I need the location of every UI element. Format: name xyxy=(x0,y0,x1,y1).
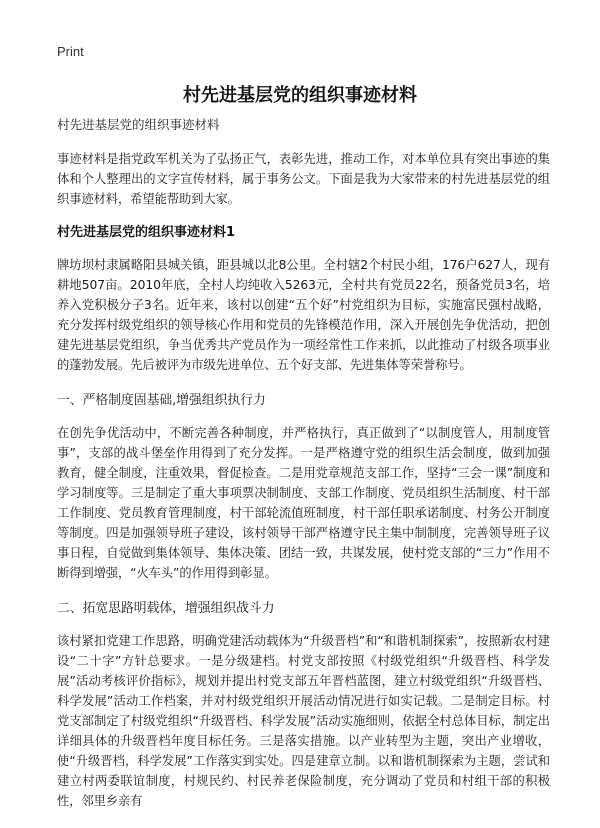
section-body-2: 该村紧扣党建工作思路，明确党建活动载体为“升级晋档”和“和谐机制探索”，按照新农村建设“二十字”方针总要求。一是分级建档。村党支部按照《村级党组织“升级晋档、科学发展”活动考核评价指标》，规划并提出村党支部五年晋档蓝图，建立村级党组织“升级晋档、科学发展”活动工作档案，并对村级党组织开展活动情况进行如实记载。二是制定目标。村党支部制定了村级党组织“升级晋档、科学发展”活动实施细则，依据全村总体目标，制定出详细具体的升级晋档年度目标任务。三是落实措施。以产业转型为主题，突出产业增收，使“升级晋档，科学发展”工作落实到实处。四是建章立制。以和谐机制探索为主题，尝试和建立村两委联谊制度，村规民约、村民养老保险制度，充分调动了党员和村组干部的积极性，邻里乡亲有 xyxy=(57,634,550,808)
article-intro-paragraph: 牌坊坝村隶属略阳县城关镇，距县城以北8公里。全村辖2个村民小组，176户627人，现有耕地507亩。2010年底，全村人均纯收入5263元，全村共有党员22名，预备党员3名，培养入党积极分子3名。近年来，该村以创建“五个好”村党组织为目标，实施富民强村战略，充分发挥村级党组织的领导核心作用和党员的先锋模范作用，深入开展创先争优活动，把创建先进基层党组织，争当优秀共产党员作为一项经常性工作来抓，以此推动了村级各项事业的蓬勃发展。先后被评为市级先进单位、五个好支部、先进集体等荣誉称号。 xyxy=(57,258,550,372)
print-link[interactable]: Print xyxy=(57,44,84,59)
intro-paragraph: 事迹材料是指党政军机关为了弘扬正气，表彰先进，推动工作，对本单位具有突出事迹的集体和个人整理出的文字宣传材料，属于事务公文。下面是我为大家带来的村先进基层党的组织事迹材料，希望能帮助到大家。 xyxy=(57,152,550,206)
article-heading: 村先进基层党的组织事迹材料1 xyxy=(57,225,236,240)
document-subtitle: 村先进基层党的组织事迹材料 xyxy=(57,117,220,132)
section-body-1: 在创先争优活动中，不断完善各种制度，并严格执行，真正做到了“以制度管人，用制度管事”，支部的战斗堡垒作用得到了充分发挥。一是严格遵守党的组织生活会制度，做到加强教育，健全制度，注重效果，督促检查。二是用党章规范支部工作，坚持“三会一课”制度和学习制度等。三是制定了重大事项票决制制度、支部工作制度、党员组织生活制度、村干部工作制度、党员教育管理制度，村干部轮流值班制度，村干部任职承诺制度、村务公开制度等制度。四是加强领导班子建设，该村领导干部严格遵守民主集中制制度，完善领导班子议事日程，自觉做到集体领导、集体决策、团结一致，共谋发展，使村党支部的“三力”作用不断得到增强，“火车头”的作用得到彰显。 xyxy=(57,426,550,580)
document-body xyxy=(57,115,550,823)
document-title: 村先进基层党的组织事迹材料 xyxy=(183,85,417,106)
section-heading-1: 一、严格制度固基础,增强组织执行力 xyxy=(57,393,266,408)
section-heading-2: 二、拓宽思路明载体，增强组织战斗力 xyxy=(57,601,275,616)
